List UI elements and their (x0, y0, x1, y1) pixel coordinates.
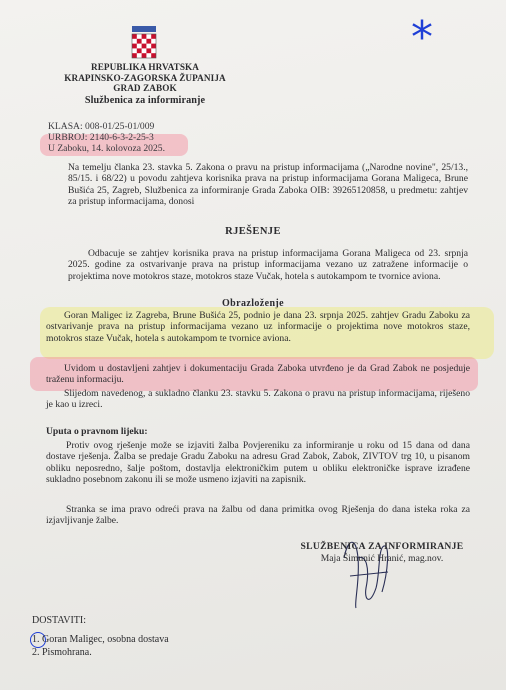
signature-name: Maja Šimunić Hranić, mag.nov. (320, 553, 444, 564)
klasa: KLASA: 008-01/25-01/009 (48, 121, 155, 132)
document-meta (48, 121, 165, 154)
reasoning-paragraph-1: Goran Maligec iz Zagreba, Brune Bušića 25, podnio je dana 23. srpnja 2025. zahtjev Gradu Zaboku za ostvarivanje prava na pristup informacijama vezano uz informacije o projektima nove motokros staze, motokros staze Vučak, hotela s autokampom te tvornice aviona. (46, 310, 470, 344)
delivery-label: DOSTAVITI: (32, 615, 87, 626)
decision-paragraph: Odbacuje se zahtjev korisnika prava na pristup informacijama Gorana Maligeca od 23. srpnja 2025. godine za ostvarivanje prava na pristup informacijama vezano uz zatražene informacije o projektima nove motokros staze, motokros staze Vučak, hotela s autokampom te tvornice aviona. (68, 248, 468, 282)
document-title: RJEŠENJE (225, 226, 281, 237)
remedy-paragraph-1: Protiv ovog rješenje može se izjaviti žalba Povjereniku za informiranje u roku od 15 dana od dana dostave rješenja. Žalba se predaje Gradu Zaboku na adresu Grad Zabok, Zabok, ZIVTOV trg 10, u pisanom obliku neposredno, šalje poštom, dostavlja elektroničkim putem u obliku elektroničke isprave izrađene sukladno posebnom zakonu ili se može usmeno izjaviti na zapisnik. (46, 440, 470, 486)
delivery-item: 2. Pismohrana. (32, 647, 92, 658)
signature-role: SLUŽBENICA ZA INFORMIRANJE (300, 541, 464, 552)
delivery-block (32, 614, 169, 659)
letterhead-city: GRAD ZABOK (113, 83, 177, 93)
delivery-item: 1. Goran Maligec, osobna dostava (32, 634, 169, 645)
remedy-title: Uputa o pravnom lijeku: (46, 426, 148, 437)
star-icon: * (411, 12, 433, 63)
place-date: U Zaboku, 14. kolovoza 2025. (48, 143, 165, 154)
letterhead-county: KRAPINSKO-ZAGORSKA ŽUPANIJA (64, 72, 226, 83)
intro-paragraph: Na temelju članka 23. stavka 5. Zakona o pravu na pristup informacijama („Narodne novine", 25/13., 85/15. i 68/22) u povodu zahtjeva korisnika prava na pristup informacijama Gorana Maligeca, Brune Bušića 25, Zagreb, Službenica za informiranje Grada Zaboka OIB: 39265120858, u predmetu: zahtjev za pristup informacijama, donosi (68, 162, 468, 208)
remedy-paragraph-2: Stranka se ima pravo odreći prava na žalbu od dana primitka ovog Rješenja do dana isteka roka za izjavljivanje žalbe. (46, 504, 470, 527)
urbroj: URBROJ: 2140-6-3-2-25-3 (48, 132, 154, 143)
signature-block (282, 541, 482, 565)
reasoning-paragraph-3: Slijedom navedenog, a sukladno članku 23. stavku 5. Zakona o pravu na pristup informacijama, riješeno je kao u izreci. (46, 388, 470, 411)
letterhead (40, 62, 250, 106)
letterhead-country: REPUBLIKA HRVATSKA (90, 62, 200, 72)
coat-of-arms-icon (130, 26, 158, 60)
letterhead-office: Službenica za informiranje (84, 94, 206, 106)
reasoning-title: Obrazloženje (221, 298, 284, 309)
reasoning-paragraph-2: Uvidom u dostavljeni zahtjev i dokumentaciju Grada Zaboka utvrđeno je da Grad Zabok ne posjeduje traženu informaciju. (46, 363, 470, 386)
